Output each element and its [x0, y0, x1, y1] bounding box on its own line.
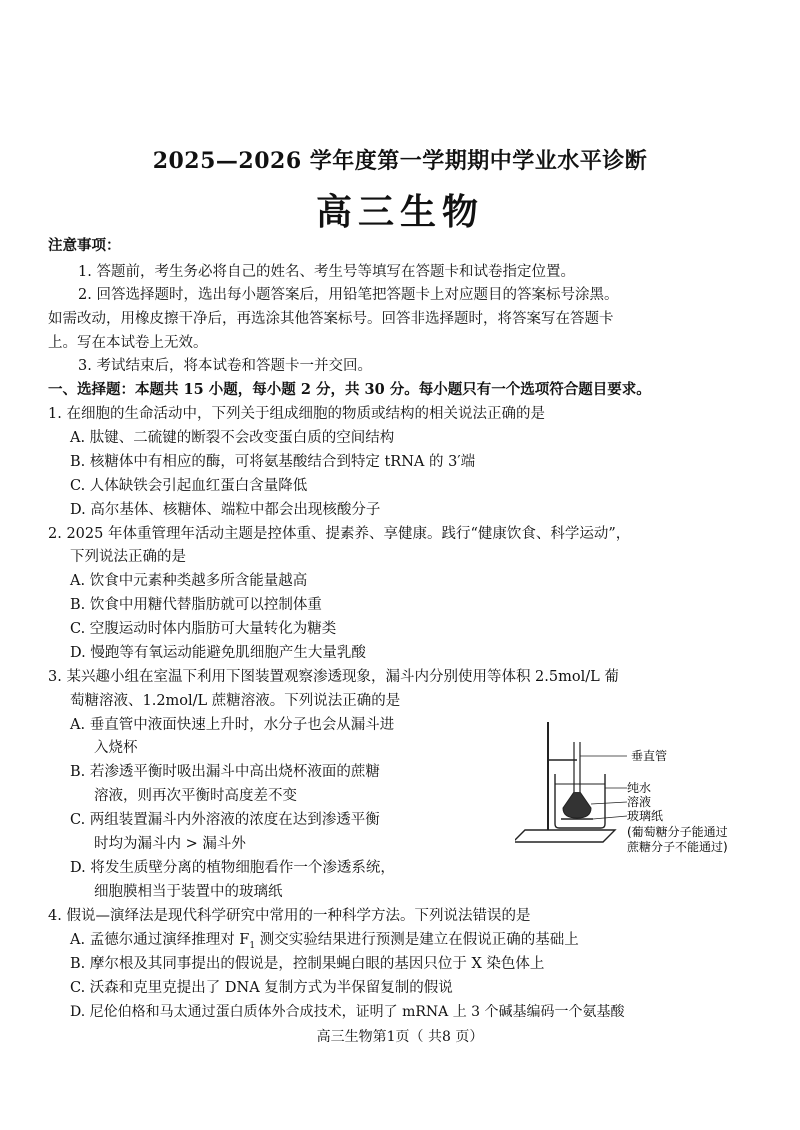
figure-note-line-2: 蔗糖分子不能通过): [627, 840, 728, 854]
question-4-option-a-pre: A. 孟德尔通过演绎推理对 F: [70, 932, 250, 948]
platform-base: [515, 830, 615, 842]
notice-item-3: 3. 考试结束后，将本试卷和答题卡一并交回。: [78, 358, 372, 374]
question-4-option-d: D. 尼伦伯格和马太通过蛋白质体外合成技术，证明了 mRNA 上 3 个碱基编码一个氨基酸: [70, 1004, 625, 1020]
osmosis-apparatus-figure: [515, 712, 775, 862]
question-3-option-a-line-1: A. 垂直管中液面快速上升时，水分子也会从漏斗进: [70, 717, 395, 733]
question-3-option-b-line-1: B. 若渗透平衡时吸出漏斗中高出烧杯液面的蔗糖: [70, 764, 380, 780]
question-2-option-b: B. 饮食中用糖代替脂肪就可以控制体重: [70, 597, 322, 613]
page-footer: 高三生物第1页（ 共8 页）: [316, 1029, 484, 1045]
question-4-option-b: B. 摩尔根及其同事提出的假说是，控制果蝇白眼的基因只位于 X 染色体上: [70, 956, 545, 972]
notice-item-2-line-1: 2. 回答选择题时，选出每小题答案后，用铅笔把答题卡上对应题目的答案标号涂黑。: [78, 287, 619, 303]
question-1-stem: 1. 在细胞的生命活动中，下列关于组成细胞的物质或结构的相关说法正确的是: [48, 406, 545, 422]
notice-item-2-line-2: 如需改动，用橡皮擦干净后，再选涂其他答案标号。回答非选择题时，将答案写在答题卡: [48, 311, 614, 327]
question-3-option-d-line-2: 细胞膜相当于装置中的玻璃纸: [94, 884, 283, 900]
label-solution: 溶液: [627, 795, 652, 809]
question-3-option-b-line-2: 溶液，则再次平衡时高度差不变: [94, 788, 297, 804]
question-3-option-c-line-1: C. 两组装置漏斗内外溶液的浓度在达到渗透平衡: [70, 812, 380, 828]
notice-item-2-line-3: 上。写在本试卷上无效。: [48, 335, 208, 351]
question-1-option-c: C. 人体缺铁会引起血红蛋白含量降低: [70, 478, 308, 494]
figure-note-line-1: (葡萄糖分子能通过: [627, 825, 728, 839]
notice-item-1: 1. 答题前，考生务必将自己的姓名、考生号等填写在答题卡和试卷指定位置。: [78, 264, 575, 280]
question-1-option-a: A. 肽键、二硫键的断裂不会改变蛋白质的空间结构: [70, 430, 395, 446]
notice-heading: 注意事项：: [48, 237, 121, 254]
question-1-option-d: D. 高尔基体、核糖体、端粒中都会出现核酸分子: [70, 502, 381, 518]
exam-title: 2025—2026 学年度第一学期期中学业水平诊断: [152, 148, 648, 174]
question-3-option-c-line-2: 时均为漏斗内 > 漏斗外: [94, 836, 246, 852]
question-4-option-c: C. 沃森和克里克提出了 DNA 复制方式为半保留复制的假说: [70, 980, 453, 996]
question-1-option-b: B. 核糖体中有相应的酶，可将氨基酸结合到特定 tRNA 的 3′端: [70, 454, 476, 470]
question-3-option-a-line-2: 入烧杯: [94, 740, 138, 756]
question-2-option-a: A. 饮食中元素种类越多所含能量越高: [70, 573, 308, 589]
question-2-stem-line-2: 下列说法正确的是: [70, 549, 186, 565]
pointer-solution: [591, 802, 627, 804]
question-2-option-c: C. 空腹运动时体内脂肪可大量转化为糖类: [70, 621, 337, 637]
subject-title: 高三生物: [315, 191, 484, 233]
question-3-stem-line-1: 3. 某兴趣小组在室温下利用下图装置观察渗透现象，漏斗内分别使用等体积 2.5mol/L 葡: [48, 669, 619, 685]
label-cellophane: 玻璃纸: [627, 809, 664, 823]
question-4-option-a: [70, 930, 579, 956]
question-4-option-a-post: 测交实验结果进行预测是建立在假说正确的基础上: [255, 932, 579, 948]
question-3-stem-line-2: 萄糖溶液、1.2mol/L 蔗糖溶液。下列说法正确的是: [70, 693, 401, 709]
question-3-option-d-line-1: D. 将发生质壁分离的植物细胞看作一个渗透系统，: [70, 860, 395, 876]
question-2-option-d: D. 慢跑等有氧运动能避免肌细胞产生大量乳酸: [70, 645, 366, 661]
question-4-stem: 4. 假说—演绎法是现代科学研究中常用的一种科学方法。下列说法错误的是: [48, 908, 531, 924]
label-pure-water: 纯水: [627, 781, 652, 795]
funnel: [563, 792, 591, 818]
question-4-option-a-subscript: 1: [249, 940, 256, 951]
question-2-stem-line-1: 2. 2025 年体重管理年活动主题是控体重、提素养、享健康。践行“健康饮食、科学运动”，: [48, 526, 631, 542]
pointer-paper: [593, 816, 627, 819]
section-heading: 一、选择题：本题共 15 小题，每小题 2 分，共 30 分。每小题只有一个选项符合题目要求。: [48, 381, 651, 398]
label-vertical-tube: 垂直管: [631, 749, 668, 763]
